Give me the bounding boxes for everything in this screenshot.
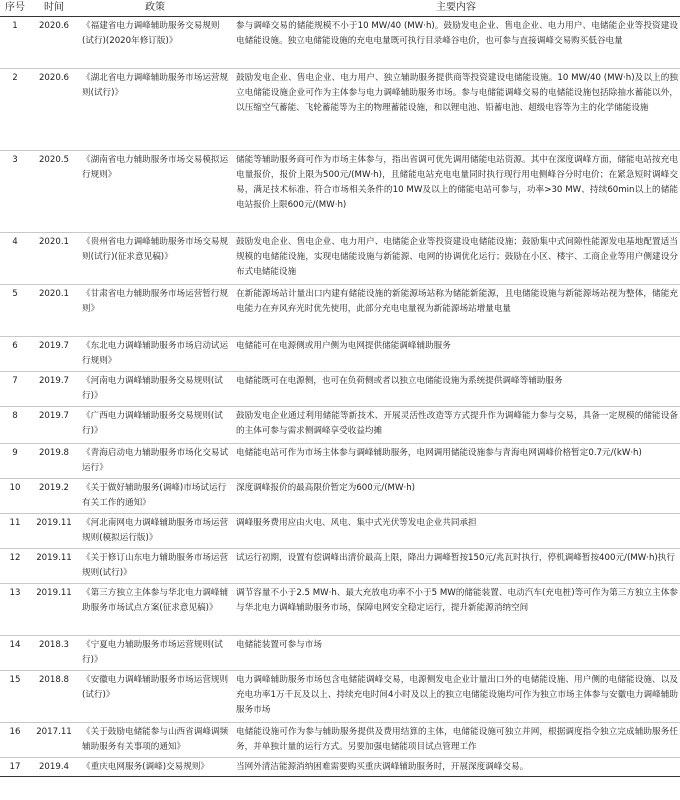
row-content: 鼓励发电企业、售电企业、电力用户、电储能企业等投资建设电储能设施；鼓励集中式间隙性能源发电基地配置适当规模的电储能设施，实现电储能设施与新能源、电网的协调优化运行；鼓励在小区、楼宇、工商企业等用户侧建设分布式电储能设施 (236, 237, 678, 277)
table-row (0, 285, 680, 337)
row-content: 深度调峰报价的最高限价暂定为600元/(MW·h) (236, 483, 416, 493)
row-time: 2019.8 (38, 448, 70, 458)
row-content: 电储能既可在电源侧，也可在负荷侧或者以独立电储能设施为系统提供调峰等辅助服务 (236, 376, 563, 386)
row-number: 16 (9, 727, 21, 737)
row-number: 11 (9, 518, 21, 528)
row-time: 2019.11 (36, 518, 72, 528)
table-row (0, 69, 680, 151)
row-policy: 《河北南网电力调峰辅助服务市场运营规则(模拟运行版)》 (82, 518, 229, 543)
row-policy: 《甘肃省电力辅助服务市场运营暂行规则》 (82, 289, 229, 314)
row-policy: 《关于鼓励电储能参与山西省调峰调频辅助服务有关事项的通知》 (82, 727, 229, 752)
header-policy: 政策 (78, 0, 232, 17)
row-policy: 《关于修订山东电力辅助服务市场运营规则(试行)》 (82, 553, 229, 578)
table-row (0, 723, 680, 758)
table-row (0, 479, 680, 514)
row-content: 试运行初期，设置有偿调峰出清价最高上限，降出力调峰暂按150元/兆瓦时执行，停机调峰暂按400元/(MW·h)执行 (236, 553, 675, 563)
row-policy: 《第三方独立主体参与华北电力调峰辅助服务市场试点方案(征求意见稿)》 (82, 588, 229, 613)
row-policy: 《广西电力调峰辅助服务交易规则(试行)》 (82, 411, 223, 436)
row-number: 4 (12, 237, 18, 247)
row-content: 参与调峰交易的储能规模不小于10 MW/40 (MW·h)。鼓励发电企业、售电企业、电力用户、电储能企业等投资建设电储能设施。独立电储能设施的充电电量既可执行目录峰谷电价，也可参与直接调峰交易购买低谷电量 (236, 21, 678, 46)
row-policy: 《青海启动电力辅助服务市场化交易试运行》 (82, 448, 229, 473)
row-policy: 《福建省电力调峰辅助服务交易规则(试行)(2020年修订版)》 (82, 21, 220, 46)
row-content: 当网外清洁能源消纳困难需要购买重庆调峰辅助服务时，开展深度调峰交易。 (236, 762, 529, 772)
row-number: 6 (12, 341, 18, 351)
table-row (0, 636, 680, 671)
row-policy: 《安徽电力调峰辅助服务市场运营规则(试行)》 (82, 675, 229, 700)
row-time: 2020.5 (38, 155, 70, 165)
row-number: 14 (9, 640, 21, 650)
row-number: 2 (12, 73, 18, 83)
row-policy: 《河南电力调峰辅助服务交易规则(试行)》 (82, 376, 223, 401)
header-time: 时间 (30, 0, 78, 17)
row-time: 2020.1 (38, 289, 70, 299)
row-number: 1 (12, 21, 18, 31)
header-content: 主要内容 (232, 0, 680, 17)
row-time: 2019.11 (36, 553, 72, 563)
row-number: 9 (12, 448, 18, 458)
row-content: 电储能电站可作为市场主体参与调峰辅助服务，电网调用储能设施参与青海电网调峰价格暂定0.7元/(kW·h) (236, 448, 642, 458)
row-time: 2019.2 (38, 483, 70, 493)
table-row (0, 514, 680, 549)
table-row (0, 151, 680, 233)
row-policy: 《东北电力调峰辅助服务市场启动试运行规则》 (82, 341, 229, 366)
row-time: 2018.8 (38, 675, 70, 685)
row-content: 鼓励发电企业、售电企业、电力用户、独立辅助服务提供商等投资建设电储能设施。10 MW/40 (MW·h)及以上的独立电储能设施企业可作为主体参与电力调峰辅助服务市场。参与电储能调峰交易的电储能设施包括除抽水蓄能以外，以压缩空气蓄能、飞轮蓄能等为主的物理蓄能设施，和以锂电池、铅蓄电池、超级电容等为主的化学储能设施 (236, 73, 678, 113)
row-time: 2019.7 (38, 341, 70, 351)
row-content: 电力调峰辅助服务市场包含电储能调峰交易，电源侧发电企业计量出口外的电储能设施、用户侧的电储能设施、以及充电功率1万千瓦及以上、持续充电时间4小时及以上的独立电储能设施均可作为独立市场主体参与安徽电力调峰辅助服务市场 (236, 675, 678, 715)
row-time: 2019.7 (38, 411, 70, 421)
row-time: 2020.6 (38, 73, 70, 83)
row-number: 3 (12, 155, 18, 165)
row-time: 2017.11 (36, 727, 72, 737)
row-time: 2019.11 (36, 588, 72, 598)
row-content: 鼓励发电企业通过利用储能等新技术、开展灵活性改造等方式提升作为调峰能力参与交易，具备一定规模的储能设备的主体可参与需求侧调峰享受收益均摊 (236, 411, 678, 436)
table-row (0, 444, 680, 479)
row-policy: 《重庆电网服务(调峰)交易规则》 (82, 762, 210, 772)
table-row (0, 758, 680, 777)
row-time: 2020.6 (38, 21, 70, 31)
row-content: 电储能可在电源侧或用户侧为电网提供储能调峰辅助服务 (236, 341, 451, 351)
row-policy: 《关于做好辅助服务(调峰)市场试运行有关工作的通知》 (82, 483, 227, 508)
header-no: 序号 (0, 0, 30, 17)
row-time: 2019.4 (38, 762, 70, 772)
row-time: 2020.1 (38, 237, 70, 247)
table-header-row (0, 0, 680, 17)
row-number: 5 (12, 289, 18, 299)
table-row (0, 372, 680, 407)
row-number: 8 (12, 411, 18, 421)
row-time: 2018.3 (38, 640, 70, 650)
table-row (0, 233, 680, 285)
row-content: 调节容量不小于2.5 MW·h、最大充放电功率不小于5 MW的储能装置、电动汽车(充电桩)等可作为第三方独立主体参与华北电力调峰辅助服务市场，保障电网安全稳定运行，提升新能源消纳空间 (236, 588, 678, 613)
row-content: 电储能设施可作为参与辅助服务提供及费用结算的主体，电储能设施可独立并网，根据调度指令独立完成辅助服务任务，并单独计量的运行方式。另要加强电储能项目试点管理工作 (236, 727, 678, 752)
row-time: 2019.7 (38, 376, 70, 386)
row-policy: 《贵州省电力调峰辅助服务市场交易规则(试行)(征求意见稿)》 (82, 237, 229, 262)
table-row (0, 549, 680, 584)
row-number: 7 (12, 376, 18, 386)
row-policy: 《湖北省电力调峰辅助服务市场运营规则(试行)》 (82, 73, 229, 98)
row-number: 17 (9, 762, 21, 772)
row-content: 调峰服务费用应由火电、风电、集中式光伏等发电企业共同承担 (236, 518, 477, 528)
row-content: 在新能源场站计量出口内建有储能设施的新能源场站称为储能新能源，且电储能设施与新能源场站视为整体，储能充电能力在弃风弃光时优先使用，此部分充电电量视为新能源场站增量电量 (236, 289, 678, 314)
row-number: 12 (9, 553, 21, 563)
row-content: 电储能装置可参与市场 (236, 640, 322, 650)
row-number: 15 (9, 675, 21, 685)
table-row (0, 584, 680, 636)
row-number: 10 (9, 483, 21, 493)
row-number: 13 (9, 588, 21, 598)
table-row (0, 17, 680, 69)
row-policy: 《宁夏电力辅助服务市场运营规则(试行)》 (82, 640, 223, 665)
row-policy: 《湖南省电力辅助服务市场交易模拟运行规则》 (82, 155, 229, 180)
table-row (0, 671, 680, 723)
row-content: 储能等辅助服务商可作为市场主体参与，指出省调可优先调用储能电站资源。其中在深度调峰方面，储能电站按充电电量报价，报价上限为500元/(MW·h)，且储能电站充电电量同时执行现行用电侧峰谷分时电价；在紧急短时调峰交易，满足技术标准、符合市场相关条件的10 MW及以上的储能电站可参与，功率>30 MW、持续60min以上的储能电站报价上限600元/(MW·h) (236, 155, 678, 210)
table-row (0, 407, 680, 444)
table-row (0, 337, 680, 372)
